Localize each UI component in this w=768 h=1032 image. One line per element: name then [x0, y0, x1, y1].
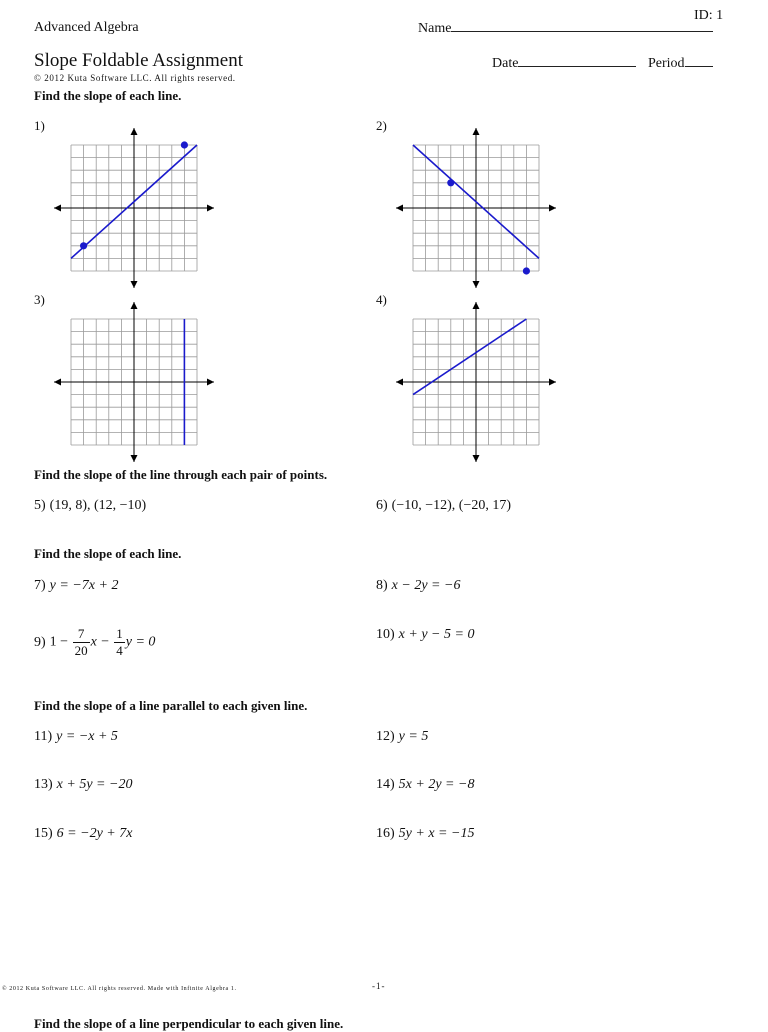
course-name: Advanced Algebra: [34, 20, 139, 35]
date-blank: [518, 55, 636, 67]
graph-number-3: 3): [34, 292, 45, 307]
plotted-point: [181, 141, 188, 148]
problem-6: [376, 498, 511, 514]
graph-number-2: 2): [376, 118, 387, 133]
coordinate-grid-2: [394, 126, 558, 290]
problem-11: [34, 729, 118, 745]
y-axis-top-arrow: [473, 128, 480, 135]
problem-10: [376, 627, 474, 643]
problem-number: 6): [376, 498, 388, 513]
fraction-numerator: 1: [116, 626, 123, 641]
expression-middle: x −: [90, 634, 110, 650]
problem-expression: 5y + x = −15: [398, 826, 475, 841]
x-axis-right-arrow: [549, 379, 556, 386]
problem-number: 15): [34, 826, 53, 841]
problem-number: 7): [34, 578, 46, 593]
problem-expression: y = −7x + 2: [49, 578, 119, 593]
section-heading-points: Find the slope of the line through each pair of points.: [34, 467, 328, 482]
y-axis-bottom-arrow: [473, 455, 480, 462]
problem-14: [376, 777, 474, 793]
problem-7: [34, 578, 118, 594]
problem-number: 5): [34, 498, 46, 513]
problem-16: [376, 826, 474, 842]
fraction-denominator: 20: [74, 643, 88, 658]
problem-number: 11): [34, 729, 53, 744]
x-axis-right-arrow: [207, 205, 214, 212]
problem-number: 12): [376, 729, 395, 744]
date-label: Date: [492, 56, 519, 71]
fraction-seven-twentieths: [73, 626, 90, 659]
x-axis-left-arrow: [54, 205, 61, 212]
problem-number: 8): [376, 578, 388, 593]
y-axis-top-arrow: [131, 302, 138, 309]
x-axis-right-arrow: [549, 205, 556, 212]
name-field: [418, 20, 713, 37]
page-title: Slope Foldable Assignment: [34, 50, 243, 71]
problem-number: 14): [376, 777, 395, 792]
x-axis-left-arrow: [396, 379, 403, 386]
plotted-point: [447, 179, 454, 186]
coordinate-grid-3: [52, 300, 216, 464]
problem-expression: x + 5y = −20: [56, 777, 133, 792]
period-blank: [685, 55, 713, 67]
plotted-point: [80, 242, 87, 249]
problem-expression: 5x + 2y = −8: [398, 777, 475, 792]
footer-copyright: © 2012 Kuta Software LLC. All rights reserved. Made with Infinite Algebra 1.: [2, 986, 237, 992]
section-heading-equations: Find the slope of each line.: [34, 546, 182, 561]
name-label: Name: [418, 21, 452, 36]
expression-tail: y = 0: [125, 634, 156, 650]
section-heading-perpendicular: Find the slope of a line perpendicular to each given line.: [34, 1016, 344, 1031]
problem-expression: (19, 8), (12, −10): [49, 498, 147, 513]
problem-8: [376, 578, 460, 594]
problem-expression: x + y − 5 = 0: [398, 627, 475, 642]
problem-number: 16): [376, 826, 395, 841]
y-axis-bottom-arrow: [131, 281, 138, 288]
y-axis-top-arrow: [473, 302, 480, 309]
problem-expression: y = 5: [398, 729, 429, 744]
plotted-point: [523, 267, 530, 274]
graph-number-1: 1): [34, 118, 45, 133]
section-heading-graphs: Find the slope of each line.: [34, 88, 182, 103]
y-axis-bottom-arrow: [473, 281, 480, 288]
page-number: -1-: [372, 981, 386, 991]
problem-number: 10): [376, 627, 395, 642]
problem-number: 13): [34, 777, 53, 792]
fraction-denominator: 4: [116, 643, 123, 658]
problem-13: [34, 777, 132, 793]
problem-expression: (−10, −12), (−20, 17): [391, 498, 512, 513]
problem-expression: y = −x + 5: [56, 729, 118, 744]
worksheet-id: ID: 1: [694, 8, 724, 23]
section-heading-parallel: Find the slope of a line parallel to each given line.: [34, 698, 308, 713]
y-axis-bottom-arrow: [131, 455, 138, 462]
problem-expression: x − 2y = −6: [391, 578, 461, 593]
y-axis-top-arrow: [131, 128, 138, 135]
coordinate-grid-1: [52, 126, 216, 290]
name-blank: [451, 20, 713, 32]
problem-12: [376, 729, 428, 745]
fraction-numerator: 7: [73, 626, 90, 643]
problem-15: [34, 826, 132, 842]
date-field: [492, 55, 636, 72]
copyright-line: © 2012 Kuta Software LLC. All rights reserved.: [34, 73, 236, 83]
x-axis-left-arrow: [54, 379, 61, 386]
expression-lead: 1 −: [49, 634, 69, 650]
fraction-one-fourth: [114, 626, 125, 659]
x-axis-right-arrow: [207, 379, 214, 386]
period-field: [648, 55, 713, 72]
graph-number-4: 4): [376, 292, 387, 307]
problem-number: 9): [34, 634, 46, 650]
period-label: Period: [648, 56, 685, 71]
problem-expression: 6 = −2y + 7x: [56, 826, 133, 841]
coordinate-grid-4: [394, 300, 558, 464]
problem-9: [34, 626, 155, 659]
x-axis-left-arrow: [396, 205, 403, 212]
problem-5: [34, 498, 146, 514]
